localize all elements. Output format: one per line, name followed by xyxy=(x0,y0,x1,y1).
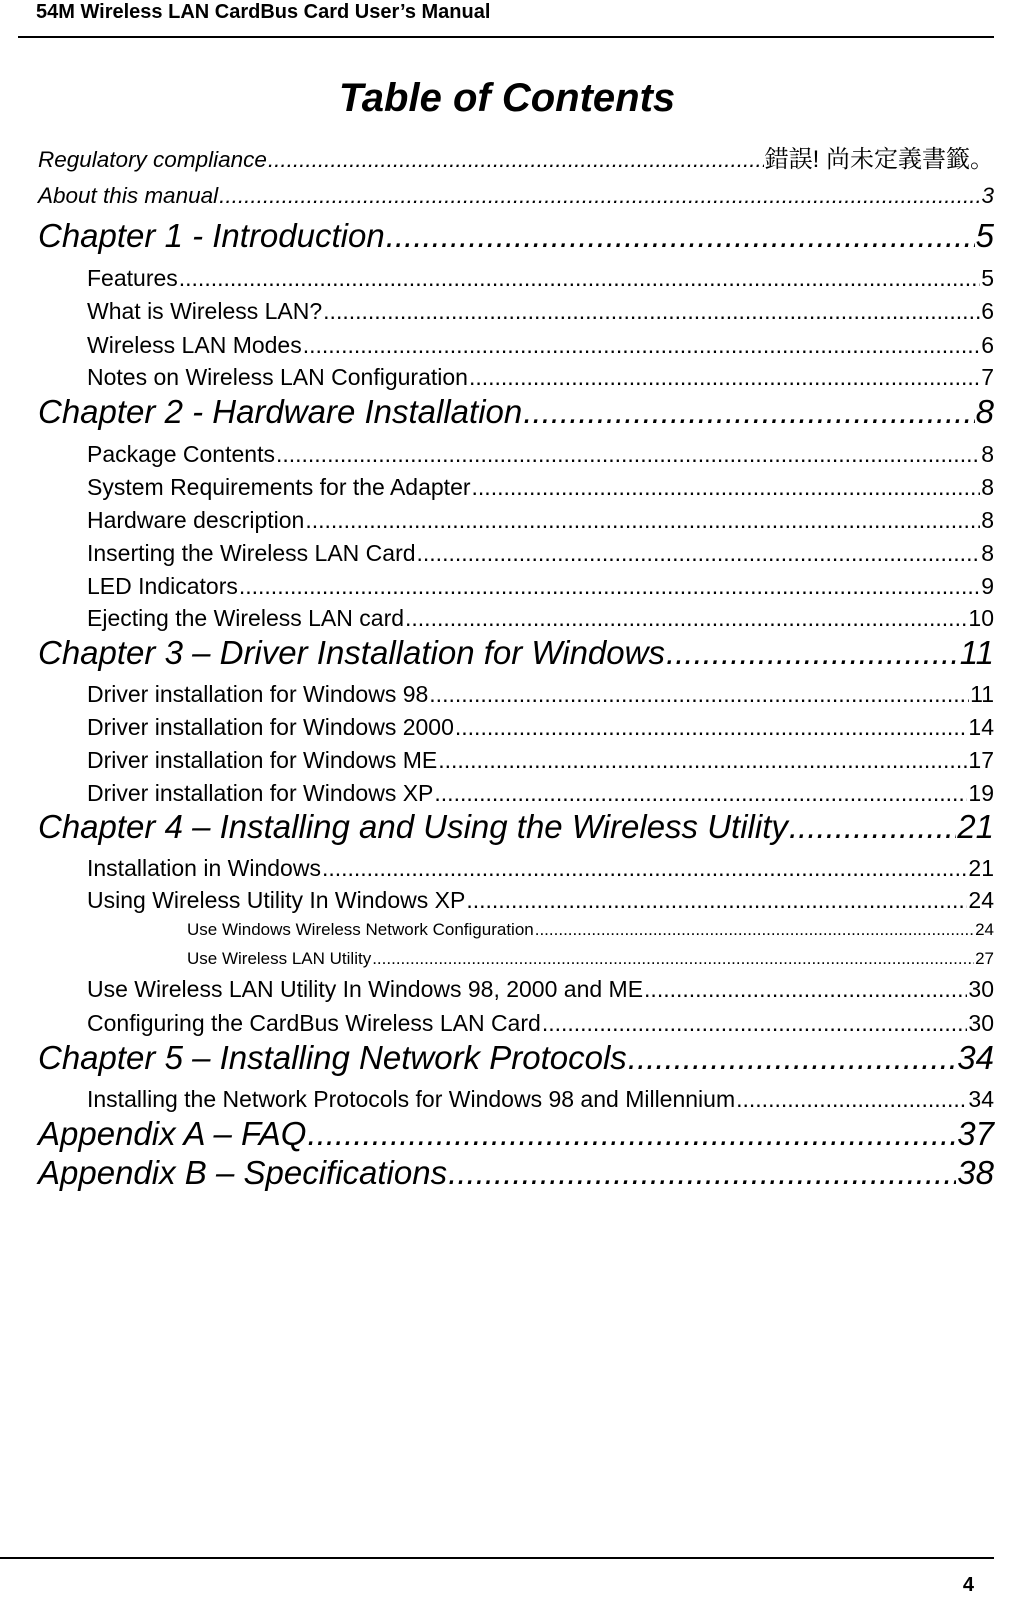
toc-entry-title: Package Contents xyxy=(87,441,275,467)
toc-entry-driver-win2000[interactable] xyxy=(87,713,994,741)
toc-entry-what-is-wireless-lan[interactable] xyxy=(87,297,994,325)
dot-leader xyxy=(542,1009,968,1037)
dot-leader xyxy=(303,331,980,359)
toc-entry-title: Use Windows Wireless Network Configuration xyxy=(187,920,534,939)
dot-leader xyxy=(644,975,967,1003)
toc-entry-led-indicators[interactable] xyxy=(87,572,994,600)
toc-entry-page: 11 xyxy=(970,681,994,707)
dot-leader xyxy=(523,392,974,432)
toc-entry-title: Driver installation for Windows 2000 xyxy=(87,714,454,740)
dot-leader xyxy=(417,539,981,567)
toc-entry-utility-win98-2000-me[interactable] xyxy=(87,975,994,1003)
toc-entry-page: 10 xyxy=(968,605,994,631)
dot-leader xyxy=(239,572,980,600)
toc-entry-page: 3 xyxy=(981,183,994,208)
toc-entry-title: Chapter 1 - Introduction xyxy=(38,217,385,254)
dot-leader xyxy=(386,216,975,256)
toc-entry-page: 37 xyxy=(957,1115,994,1152)
toc-entry-title: Driver installation for Windows XP xyxy=(87,780,434,806)
dot-leader xyxy=(466,886,967,914)
toc-entry-about-this-manual[interactable] xyxy=(38,182,994,210)
dot-leader xyxy=(276,440,980,468)
running-header: 54M Wireless LAN CardBus Card User’s Manual xyxy=(36,1,491,23)
toc-entry-chapter-1[interactable] xyxy=(38,216,994,256)
dot-leader xyxy=(455,713,968,741)
toc-entry-title: Driver installation for Windows ME xyxy=(87,747,438,773)
toc-entry-utility-winxp[interactable] xyxy=(87,886,994,914)
toc-entry-configuring-card[interactable] xyxy=(87,1009,994,1037)
dot-leader xyxy=(219,182,980,210)
toc-entry-page: 34 xyxy=(968,1086,994,1112)
toc-entry-installation-in-windows[interactable] xyxy=(87,854,994,882)
toc-entry-page: 8 xyxy=(981,474,994,500)
toc-entry-page: 21 xyxy=(957,808,994,845)
toc-entry-title: Driver installation for Windows 98 xyxy=(87,681,429,707)
toc-entry-wireless-lan-utility[interactable] xyxy=(187,948,994,970)
page-number: 4 xyxy=(962,1574,974,1596)
toc-entry-inserting-card[interactable] xyxy=(87,539,994,567)
dot-leader xyxy=(469,363,980,391)
toc-entry-windows-wireless-config[interactable] xyxy=(187,919,994,941)
toc-entry-hardware-description[interactable] xyxy=(87,506,994,534)
toc-entry-page: 11 xyxy=(959,634,994,671)
page-title: Table of Contents xyxy=(338,76,676,120)
toc-entry-page: 34 xyxy=(957,1039,994,1076)
toc-entry-page: 5 xyxy=(981,265,994,291)
toc-entry-page: 30 xyxy=(968,976,994,1002)
toc-entry-title: Regulatory compliance xyxy=(38,147,267,172)
toc-entry-title: Chapter 5 – Installing Network Protocols xyxy=(38,1039,627,1076)
toc-entry-title: System Requirements for the Adapter xyxy=(87,474,471,500)
toc-entry-page: 19 xyxy=(968,780,994,806)
toc-entry-page: 14 xyxy=(968,714,994,740)
toc-entry-title: Appendix A – FAQ xyxy=(38,1115,307,1152)
toc-entry-title: About this manual xyxy=(38,183,219,208)
toc-entry-title: Installing the Network Protocols for Windows 98 and Millennium xyxy=(87,1086,736,1112)
toc-entry-driver-winxp[interactable] xyxy=(87,779,994,807)
dot-leader xyxy=(789,807,956,847)
dot-leader xyxy=(434,779,967,807)
toc-entry-chapter-2[interactable] xyxy=(38,392,994,432)
toc-entry-title: Use Wireless LAN Utility xyxy=(187,949,372,968)
toc-entry-title: Ejecting the Wireless LAN card xyxy=(87,605,405,631)
toc-entry-ejecting-card[interactable] xyxy=(87,604,994,632)
dot-leader xyxy=(323,297,980,325)
toc-entry-title: Notes on Wireless LAN Configuration xyxy=(87,364,468,390)
toc-entry-package-contents[interactable] xyxy=(87,440,994,468)
toc-entry-title: What is Wireless LAN? xyxy=(87,298,323,324)
toc-entry-page: 8 xyxy=(981,507,994,533)
dot-leader xyxy=(372,948,974,970)
toc-entry-notes-on-configuration[interactable] xyxy=(87,363,994,391)
toc-entry-title: LED Indicators xyxy=(87,573,238,599)
toc-entry-driver-winme[interactable] xyxy=(87,746,994,774)
toc-entry-page: 6 xyxy=(981,332,994,358)
toc-entry-title: Inserting the Wireless LAN Card xyxy=(87,540,416,566)
toc-entry-page: 27 xyxy=(975,949,994,968)
toc-entry-title: Chapter 2 - Hardware Installation xyxy=(38,393,523,430)
toc-entry-title: Installation in Windows xyxy=(87,855,321,881)
toc-entry-page: 30 xyxy=(968,1010,994,1036)
toc-entry-features[interactable] xyxy=(87,264,994,292)
toc-entry-title: Configuring the CardBus Wireless LAN Card xyxy=(87,1010,541,1036)
toc-entry-page: 7 xyxy=(981,364,994,390)
toc-entry-system-requirements[interactable] xyxy=(87,473,994,501)
toc-entry-page: 21 xyxy=(968,855,994,881)
toc-entry-chapter-4[interactable] xyxy=(38,807,994,847)
dot-leader xyxy=(405,604,967,632)
dot-leader xyxy=(305,506,980,534)
toc-entry-title: Appendix B – Specifications xyxy=(38,1154,448,1191)
toc-entry-page: 38 xyxy=(957,1154,994,1191)
toc-entry-page: 8 xyxy=(981,441,994,467)
toc-entry-title: Hardware description xyxy=(87,507,305,533)
toc-entry-title: Features xyxy=(87,265,178,291)
toc-entry-chapter-5[interactable] xyxy=(38,1038,994,1078)
dot-leader xyxy=(628,1038,957,1078)
dot-leader xyxy=(322,854,967,882)
toc-entry-page: 錯誤! 尚未定義書籤。 xyxy=(764,146,994,173)
dot-leader xyxy=(666,633,959,673)
toc-entry-title: Use Wireless LAN Utility In Windows 98, 2000 and ME xyxy=(87,976,644,1002)
dot-leader xyxy=(472,473,981,501)
footer-divider xyxy=(0,1557,994,1559)
toc-entry-driver-win98[interactable] xyxy=(87,680,994,708)
toc-entry-page: 8 xyxy=(981,540,994,566)
toc-entry-appendix-b[interactable] xyxy=(38,1153,994,1193)
toc-entry-page: 24 xyxy=(968,887,994,913)
toc-entry-regulatory-compliance[interactable] xyxy=(38,146,994,174)
toc-entry-appendix-a[interactable] xyxy=(38,1114,994,1154)
toc-entry-title: Wireless LAN Modes xyxy=(87,332,302,358)
toc-entry-page: 17 xyxy=(968,747,994,773)
toc-entry-network-protocols-win98-me[interactable] xyxy=(87,1085,994,1113)
dot-leader xyxy=(179,264,980,292)
toc-entry-title: Chapter 4 – Installing and Using the Wireless Utility xyxy=(38,808,788,845)
toc-entry-page: 6 xyxy=(981,298,994,324)
toc-entry-wireless-lan-modes[interactable] xyxy=(87,331,994,359)
toc-entry-chapter-3[interactable] xyxy=(38,633,994,673)
dot-leader xyxy=(438,746,967,774)
toc-entry-page: 24 xyxy=(975,920,994,939)
toc-entry-page: 5 xyxy=(975,217,994,254)
dot-leader xyxy=(268,146,764,174)
toc-entry-title: Chapter 3 – Driver Installation for Windows xyxy=(38,634,665,671)
dot-leader xyxy=(429,680,969,708)
dot-leader xyxy=(448,1153,956,1193)
toc-entry-page: 8 xyxy=(975,393,994,430)
dot-leader xyxy=(535,919,974,941)
toc-entry-title: Using Wireless Utility In Windows XP xyxy=(87,887,466,913)
dot-leader xyxy=(307,1114,956,1154)
toc-entry-page: 9 xyxy=(981,573,994,599)
dot-leader xyxy=(736,1085,967,1113)
